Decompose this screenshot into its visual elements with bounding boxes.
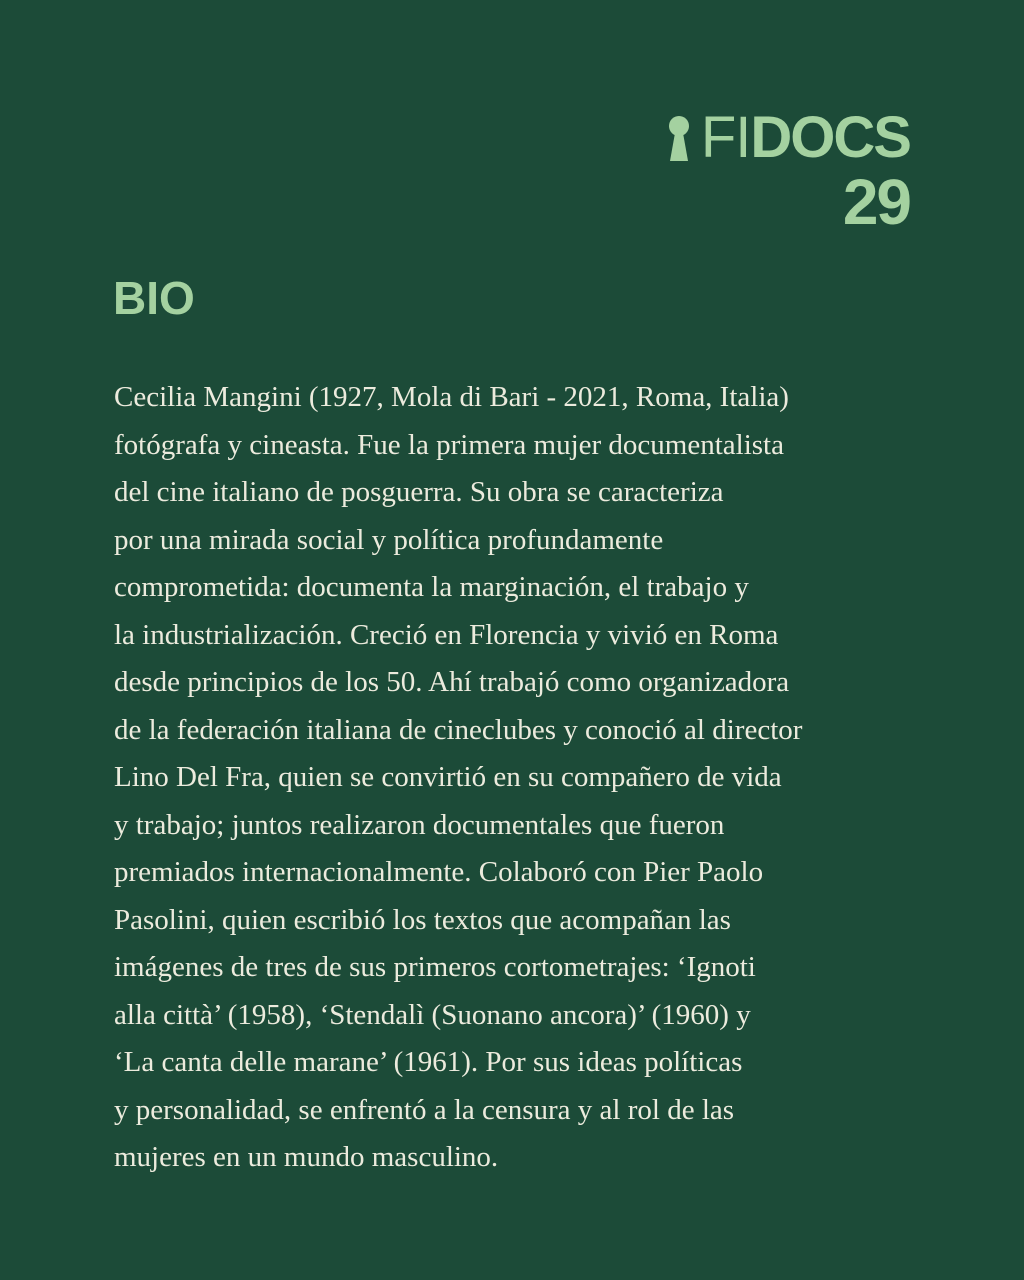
bio-line: ‘La canta delle marane’ (1961). Por sus ideas políticas	[114, 1046, 743, 1078]
bio-line: alla città’ (1958), ‘Stendalì (Suonano ancora)’ (1960) y	[114, 998, 751, 1031]
bio-line: imágenes de tres de sus primeros cortometrajes: ‘Ignoti	[114, 951, 756, 983]
bio-line: del cine italiano de posguerra. Su obra se caracteriza	[114, 476, 724, 508]
keyhole-icon	[667, 115, 691, 163]
logo-wordmark	[667, 105, 910, 170]
bio-line: la industrialización. Creció en Florencia y vivió en Roma	[114, 618, 779, 651]
bio-paragraph	[114, 374, 944, 1182]
bio-line: mujeres en un mundo masculino.	[114, 1141, 499, 1173]
bio-line: y personalidad, se enfrentó a la censura y al rol de las	[114, 1093, 735, 1126]
section-title: BIO	[113, 272, 195, 324]
bio-line: de la federación italiana de cineclubes y conoció al director	[114, 713, 803, 746]
bio-line: por una mirada social y política profundamente	[114, 523, 664, 556]
bio-line: y trabajo; juntos realizaron documentales que fueron	[114, 808, 725, 841]
logo-edition-number: 29	[842, 166, 910, 238]
bio-line: premiados internacionalmente. Colaboró con Pier Paolo	[114, 856, 764, 888]
bio-line: fotógrafa y cineasta. Fue la primera mujer documentalista	[114, 428, 784, 461]
bio-line: Pasolini, quien escribió los textos que acompañan las	[114, 903, 731, 936]
logo-brand-prefix: FI	[700, 105, 751, 170]
bio-line: comprometida: documenta la marginación, el trabajo y	[114, 571, 749, 603]
bio-line: desde principios de los 50. Ahí trabajó como organizadora	[114, 666, 790, 698]
logo-brand-suffix: DOCS	[750, 105, 910, 170]
bio-line: Cecilia Mangini (1927, Mola di Bari - 2021, Roma, Italia)	[114, 381, 789, 413]
bio-line: Lino Del Fra, quien se convirtió en su compañero de vida	[114, 761, 782, 793]
fidocs-logo	[667, 105, 910, 238]
